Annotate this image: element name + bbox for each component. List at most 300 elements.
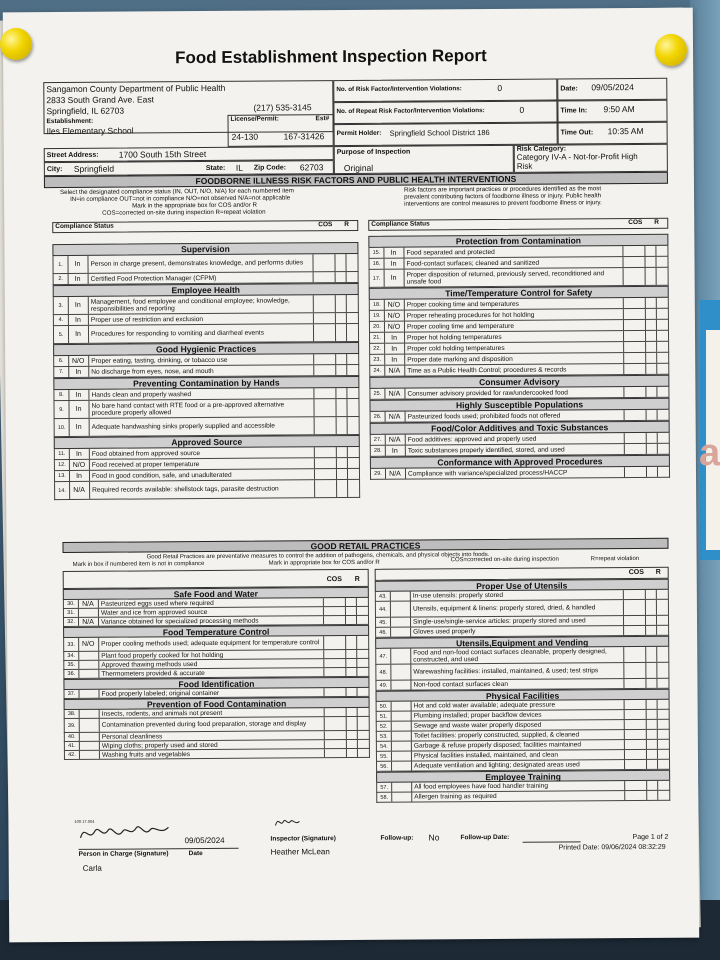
item-status: In [383,259,404,269]
item-description: Food separated and protected [406,248,495,257]
item-number: 30. [64,600,79,608]
item-extra-box [657,760,669,769]
date-value: 09/05/2024 [591,82,634,93]
time-out-label: Time Out: [560,129,594,137]
section-header: Preventing Contamination by Hands [53,376,359,390]
followup-label: Follow-up: [380,834,414,842]
item-number: 29. [371,469,386,479]
item-extra-box [656,320,668,330]
item-status [79,742,100,750]
item-cos-box [323,636,346,649]
item-cos-box [624,700,647,709]
item-extra-box [356,636,368,649]
item-checkbox [390,628,411,637]
item-status: N/O [68,356,89,366]
item-checkbox [390,649,411,664]
item-extra-box [656,353,668,363]
item-description: Pasteurized eggs used where required [100,599,214,608]
item-extra-box [656,342,668,352]
item-checkbox [391,712,412,721]
item-cos-box [622,246,645,256]
item-status: In [68,367,89,377]
item-status: In [384,270,405,287]
item-number: 6. [54,356,69,366]
department-address: 2833 South Grand Ave. East [46,94,155,106]
left-status-label: Compliance Status [55,222,114,231]
item-number: 19. [370,311,385,321]
item-cos-box [324,717,347,730]
item-number: 11. [55,449,70,459]
item-cos-box [314,417,337,434]
item-cos-box [624,781,647,790]
item-extra-box [657,740,669,749]
item-description: Consumer advisory provided for raw/undercooked food [407,388,569,398]
item-status: In [67,256,88,273]
item-status: In [69,419,90,436]
item-description: Sewage and waste water properly disposed [413,721,542,730]
item-extra-box [657,781,669,790]
item-number: 28. [371,446,386,456]
item-cos-box [623,590,646,599]
item-number: 36. [64,670,79,678]
item-number: 56. [377,762,392,771]
item-number: 46. [376,628,391,637]
item-description: Adequate handwashing sinks properly supplied and accessible [91,422,275,431]
item-extra-box [357,708,369,716]
item-description: Proper date marking and disposition [407,355,513,364]
state-value: IL [235,162,243,173]
time-out-value: 10:35 AM [607,125,644,137]
item-cos-box [324,731,347,739]
item-number: 13. [55,471,70,481]
item-number: 15. [369,248,384,258]
item-cos-box [313,388,336,398]
item-extra-box [657,700,669,709]
item-number: 31. [64,609,79,617]
item-cos-box [313,313,336,323]
item-number: 41. [65,742,80,750]
time-in-label: Time In: [560,107,588,115]
item-description: Warewashing facilities: installed, maintained, & used; test strips [413,667,599,676]
item-number: 24. [370,366,385,376]
section-header: Employee Health [53,283,359,297]
item-cos-box [624,410,647,420]
item-extra-box [346,365,358,375]
street-value: 1700 South 15th Street [118,149,207,160]
left-r-label: R [344,221,349,229]
retail-note-5: R=repeat violation [590,555,640,563]
person-in-charge-signature [74,817,174,846]
item-checkbox [390,602,411,617]
section-header: Food Identification [63,677,369,690]
item-description: Food received at proper temperature [91,460,200,469]
item-description: Thermometers provided & accurate [101,669,205,678]
retail-title: GOOD RETAIL PRACTICES [62,538,668,553]
item-number: 39. [65,719,80,732]
risk-note-1: Risk factors are important practices or procedures identified as the most [403,185,602,194]
item-cos-box [314,447,337,457]
item-cos-box [623,331,646,341]
risk-violation-label: No. of Risk Factor/Intervention Violations: [336,85,462,94]
item-status: In [383,248,404,258]
item-cos-box [623,647,646,662]
item-description: Time as a Public Health Control; procedures & records [407,365,567,375]
item-description: Certified Food Protection Manager (CFPM) [90,274,217,283]
item-status: N/A [384,366,405,376]
risk-category-value: Category IV-A - Not-for-Profit High [516,151,638,162]
item-cos-box [323,650,346,658]
item-cos-box [623,679,646,688]
retail-note-4: COS=corrected on-site during inspection [450,556,559,564]
item-number: 26. [371,412,386,422]
checklist-row [376,791,670,803]
item-cos-box [624,720,647,729]
item-status: In [69,471,90,481]
item-description: Food and non-food contact surfaces cleanable, properly designed, constructed, and used [413,647,607,664]
item-status [79,733,100,741]
item-description: In-use utensils: properly stored [412,591,504,600]
item-description: No bare hand contact with RTE food or a pre-approved alternative procedure properly allowed [91,400,285,417]
item-extra-box [656,298,668,308]
permit-holder-label: Permit Holder: [336,129,382,138]
item-extra-box [656,387,668,397]
followup-value: No [428,832,440,843]
item-cos-box [623,387,646,397]
item-description: Variance obtained for specialized processing methods [100,617,259,626]
item-extra-box [346,388,358,398]
item-status: N/O [384,300,405,310]
checklist-row [54,417,360,437]
item-status [78,670,99,678]
item-number: 38. [65,710,80,718]
checklist-row [370,467,670,480]
est-number: 167-31426 [283,131,325,142]
item-description: Gloves used properly [413,628,476,636]
department-name: Sangamon County Department of Public Health [46,82,226,95]
item-description: Pasteurized foods used; prohibited foods not offered [407,412,561,421]
item-description: Physical facilities installed, maintained, and clean [413,751,559,760]
item-cos-box [623,663,646,678]
item-extra-box [656,331,668,341]
item-description: Allergen training as required [414,792,497,801]
push-pin-right [655,34,687,66]
item-extra-box [356,598,368,606]
checklist-row [369,268,669,288]
repeat-violation-count: 0 [519,104,525,115]
item-number: 7. [54,367,69,377]
item-cos-box [624,791,647,800]
report-title: Food Establishment Inspection Report [175,46,487,68]
risk-note-2: prevalent contributing factors of foodborne illness or injury. Public health [404,192,602,201]
time-in-value: 9:50 AM [603,104,635,115]
section-header: Physical Facilities [376,689,670,702]
item-cos-box [324,708,347,716]
item-description: Water and ice from approved source [100,608,208,617]
city-value: Springfield [73,163,115,174]
item-description: Adequate ventilation and lighting; designated areas used [414,761,580,770]
item-cos-box [624,760,647,769]
item-extra-box [345,254,357,271]
item-number: 20. [370,322,385,332]
date-label: Date: [560,85,578,93]
item-cos-box [624,433,647,443]
item-number: 4. [54,315,69,325]
item-cos-box [313,272,336,282]
purpose-label: Purpose of Inspection [336,148,411,157]
item-cos-box [314,469,337,479]
inspection-report-sheet [3,8,699,943]
item-description: Proper use of restriction and exclusion [90,315,204,324]
item-number: 22. [370,344,385,354]
item-cos-box [313,324,336,341]
item-description: Proper cooking time and temperatures [406,300,519,309]
right-status-label: Compliance Status [371,220,430,228]
item-extra-box [657,750,669,759]
item-status: In [69,449,90,459]
item-extra-box [356,616,368,624]
item-description: Food obtained from approved source [91,449,201,458]
item-number: 33. [64,638,79,651]
item-extra-box [657,730,669,739]
page-number: Page 1 of 2 [632,833,669,842]
foodborne-note-3: Mark in the appropriate box for COS and/or R [132,201,257,210]
zip-value: 62703 [299,162,324,173]
section-header: Food Temperature Control [63,625,369,638]
item-cos-box [623,309,646,319]
item-checkbox [391,732,412,741]
item-cos-box [624,467,647,477]
person-in-charge-label: Person in Charge (Signature) [78,850,169,858]
section-header: Prevention of Food Contamination [64,697,370,710]
item-number: 17. [370,270,385,287]
item-number: 43. [376,592,391,601]
item-number: 25. [370,389,385,399]
item-extra-box [347,469,359,479]
establishment-label: Establishment: [46,117,94,126]
item-number: 51. [377,712,392,721]
item-number: 9. [54,401,69,418]
item-number: 1. [53,256,68,273]
item-description: Personal cleanliness [101,732,163,741]
section-header: Supervision [52,242,358,256]
item-extra-box [347,480,359,497]
item-number: 52. [377,722,392,731]
item-status: N/A [385,435,406,445]
item-checkbox [390,618,411,627]
risk-violation-count: 0 [497,82,503,93]
checklist-row [53,295,359,315]
item-extra-box [346,295,358,312]
item-status [78,609,99,617]
item-cos-box [323,668,346,676]
item-cos-box [623,320,646,330]
item-number: 44. [376,602,391,617]
section-header: Conformance with Approved Procedures [370,455,670,469]
item-description: Management, food employee and conditional employee; knowledge, responsibilities and reporting [90,296,290,313]
department-phone: (217) 535-3145 [253,102,312,113]
checklist-row [53,399,359,419]
item-status [79,719,100,732]
item-description: Proper reheating procedures for hot holding [406,311,535,320]
checklist-row [53,324,359,344]
section-header: Time/Temperature Control for Safety [369,286,669,300]
section-header: Safe Food and Water [63,587,369,600]
person-in-charge-date: 09/05/2024 [184,835,225,846]
item-cos-box [313,295,336,312]
item-extra-box [656,626,668,635]
item-description: Toxic substances properly identified, stored, and used [407,446,565,455]
item-extra-box [657,710,669,719]
item-checkbox [391,762,412,771]
item-number: 42. [65,751,80,759]
risk-category-label: Risk Category: [516,145,567,153]
section-header: Protection from Contamination [368,234,668,248]
item-cos-box [323,598,346,606]
retail-note-3: Mark in appropriate box for COS and/or R [268,559,380,567]
retail-left-r: R [354,575,360,583]
item-extra-box [346,272,358,282]
item-cos-box [323,659,346,667]
right-r-label: R [654,218,659,226]
repeat-violation-label: No. of Repeat Risk Factor/Intervention Violations: [336,107,485,116]
inspector-signature [272,813,302,831]
item-cos-box [314,458,337,468]
item-extra-box [656,590,668,599]
item-description: Required records available: shellstock tags, parasite destruction [92,485,279,494]
item-cos-box [622,257,645,267]
item-extra-box [357,717,369,730]
item-description: Proper cooling time and temperature [406,322,515,331]
item-description: Proper cold holding temperatures [407,344,505,353]
checklist-row [64,749,370,760]
item-number: 3. [54,297,69,314]
item-number: 50. [377,702,392,711]
item-description: Food-contact surfaces; cleaned and sanitized [406,259,540,268]
item-number: 18. [370,300,385,310]
item-status [78,661,99,669]
item-cos-box [623,353,646,363]
item-extra-box [357,740,369,748]
item-number: 54. [377,742,392,751]
item-cos-box [624,740,647,749]
item-status: N/O [384,311,405,321]
item-extra-box [657,444,669,454]
item-status: In [68,401,89,418]
item-status: N/A [78,600,99,608]
item-checkbox [391,752,412,761]
item-number: 21. [370,333,385,343]
item-cos-box [323,607,346,615]
item-checkbox [390,665,411,680]
item-checkbox [391,702,412,711]
item-extra-box [347,458,359,468]
item-description: Proper cooling methods used; adequate equipment for temperature control [101,639,320,648]
risk-category-value-cont: Risk [516,161,533,171]
item-checkbox [391,742,412,751]
printed-date: Printed Date: 09/06/2024 08:32:29 [558,843,666,852]
item-cos-box [313,365,336,375]
item-description: Proper hot holding temperatures [407,333,502,342]
item-description: Plant food properly cooked for hot holding [101,651,224,660]
item-description: Food in good condition, safe, and unadulterated [91,471,232,480]
item-extra-box [356,688,368,696]
item-status: N/A [385,469,406,479]
item-extra-box [657,433,669,443]
state-label: State: [205,164,226,173]
retail-note-2: Mark in box if numbered item is not in compliance [72,561,205,568]
item-number: 40. [65,733,80,741]
item-cos-box [623,364,646,374]
item-checkbox [391,783,412,792]
retail-right-cos: COS [628,568,644,577]
item-cos-box [314,480,337,497]
item-description: Food additives: approved and properly used [407,435,537,444]
item-extra-box [356,668,368,676]
item-extra-box [656,679,668,688]
item-extra-box [655,246,667,256]
item-cos-box [624,730,647,739]
establishment-name: Iles Elementary School [46,125,134,137]
section-header: Utensils,Equipment and Vending [375,636,669,649]
item-cos-box [623,298,646,308]
item-description: Hands clean and properly washed [91,390,192,399]
retail-right-r: R [655,568,661,576]
section-header: Food/Color Additives and Toxic Substances [370,421,670,435]
zip-label: Zip Code: [253,164,287,172]
inspector-name: Heather McLean [270,847,330,857]
item-status: In [68,326,89,343]
item-number: 58. [377,793,392,802]
item-number: 48. [376,665,391,680]
left-cos-label: COS [318,221,333,229]
item-extra-box [657,720,669,729]
item-description: Person in charge present, demonstrates knowledge, and performs duties [90,259,304,268]
item-extra-box [656,647,668,662]
item-status [79,751,100,759]
item-cos-box [313,399,336,416]
item-description: Approved thawing methods used [101,660,198,669]
item-status: N/A [385,412,406,422]
item-extra-box [346,324,358,341]
item-status: In [68,390,89,400]
retail-left-cos: COS [326,576,342,584]
street-label: Street Address: [46,151,99,160]
item-checkbox [390,592,411,601]
item-number: 32. [64,618,79,626]
item-status [78,690,99,698]
item-status: N/A [384,389,405,399]
item-number: 49. [376,681,391,690]
item-description: Insects, rodents, and animals not present [101,709,223,718]
item-cos-box [324,740,347,748]
item-extra-box [656,309,668,319]
item-cos-box [312,254,335,271]
notice-letter: a [699,432,720,474]
item-cos-box [313,354,336,364]
item-extra-box [357,749,369,757]
section-header: Proper Use of Utensils [375,579,669,592]
item-extra-box [656,616,668,625]
item-status [78,652,99,660]
item-cos-box [324,749,347,757]
item-status [79,710,100,718]
item-number: 23. [370,355,385,365]
item-status: In [384,333,405,343]
item-checkbox [391,793,412,802]
item-extra-box [656,600,668,615]
item-status: In [384,344,405,354]
item-number: 47. [376,649,391,664]
